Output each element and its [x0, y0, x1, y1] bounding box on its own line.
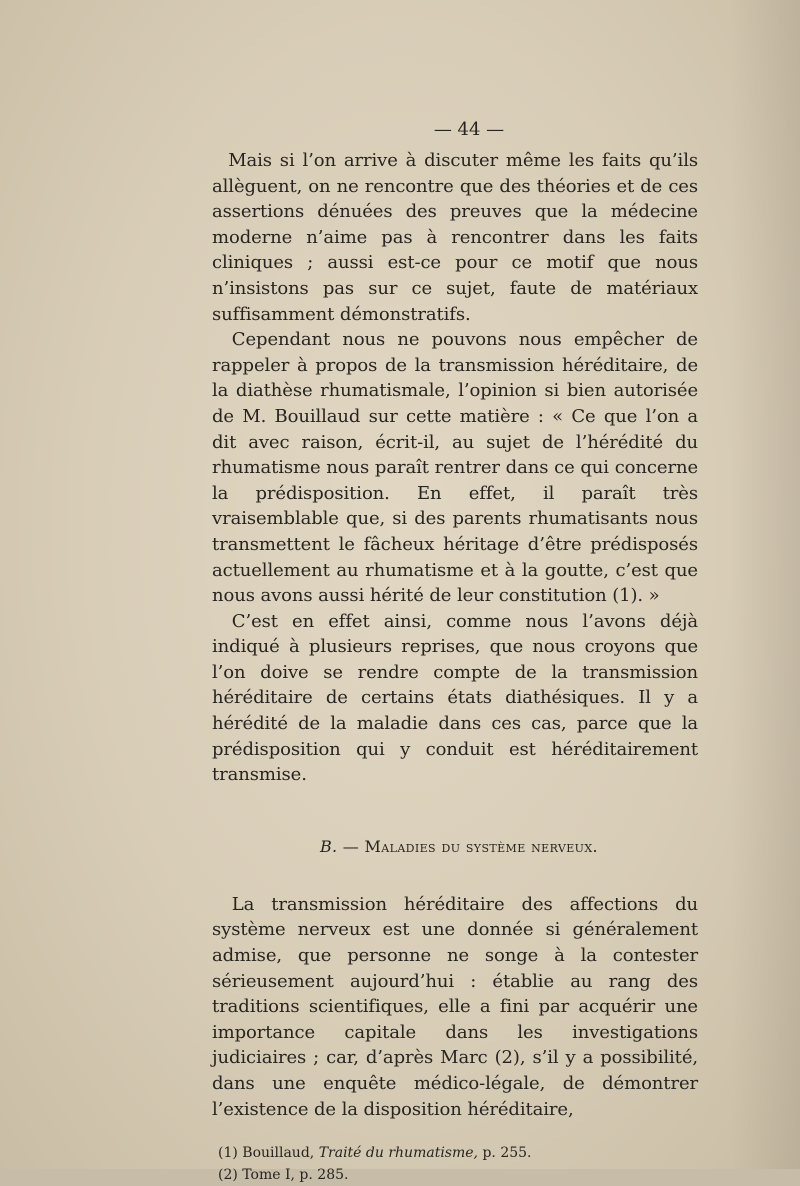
section-heading — [212, 835, 698, 859]
footnote-marker: (1) — [218, 1145, 238, 1162]
page-content — [212, 118, 698, 1186]
section-body — [212, 892, 698, 1122]
footnote-ref: Tome I, p. 285. — [242, 1167, 349, 1184]
paragraph: La transmission héréditaire des affections du système nerveux est une donnée si généralement admise, que personne ne songe à la contester sérieusement aujourd’hui : établie au rang des traditions scientifiques, elle a fini par acquérir une importance capitale dans les investigations judiciaires ; car, d’après Marc (2), s’il y a possibilité, dans une enquête médico-légale, de démontrer l’existence de la disposition héréditaire, — [212, 893, 698, 1120]
footnotes — [212, 1142, 698, 1186]
page-number: — 44 — — [433, 119, 505, 140]
footnote-ref: p. 255. — [482, 1145, 532, 1162]
section-dash: — — [342, 836, 360, 856]
section-letter: B. — [319, 836, 338, 856]
paragraph: Mais si l’on arrive à discuter même les faits qu’ils allèguent, on ne rencontre que des théories et de ces assertions dénuées des preuves que la médecine moderne n’aime pas à rencontrer dans les faits cliniques ; aussi est-ce pour ce motif que nous n’insistons pas sur ce sujet, faute de matériaux suffisamment démonstratifs. — [212, 150, 698, 325]
body-text — [212, 148, 698, 788]
footnote — [218, 1142, 698, 1164]
paragraph: Cependant nous ne pouvons nous empêcher de rappeler à propos de la transmission héréditaire, de la diathèse rhumatismale, l’opinion si bien autorisée de M. Bouillaud sur cette matière : « Ce que l’on a dit avec raison, écrit-il, au sujet de l’hérédité du rhumatisme nous paraît rentrer dans ce qui concerne la prédisposition. En effet, il paraît très vraisemblable que, si des parents rhumatisants nous transmettent le fâcheux héritage d’être prédisposés actuellement au rhumatisme et à la goutte, c’est que nous avons aussi hérité de leur constitution (1). » — [212, 329, 698, 607]
footnote-author: Bouillaud, — [242, 1145, 315, 1162]
footnote-marker: (2) — [218, 1167, 238, 1184]
footnote — [218, 1164, 698, 1186]
paragraph: C’est en effet ainsi, comme nous l’avons déjà indiqué à plusieurs reprises, que nous croyons que l’on doive se rendre compte de la transmission héréditaire de certains états diathésiques. Il y a hérédité de la maladie dans ces cas, parce que la prédisposition qui y conduit est héréditairement transmise. — [212, 610, 698, 786]
section-title: Maladies du système nerveux. — [364, 836, 599, 856]
footnote-title: Traité du rhumatisme, — [318, 1145, 478, 1162]
